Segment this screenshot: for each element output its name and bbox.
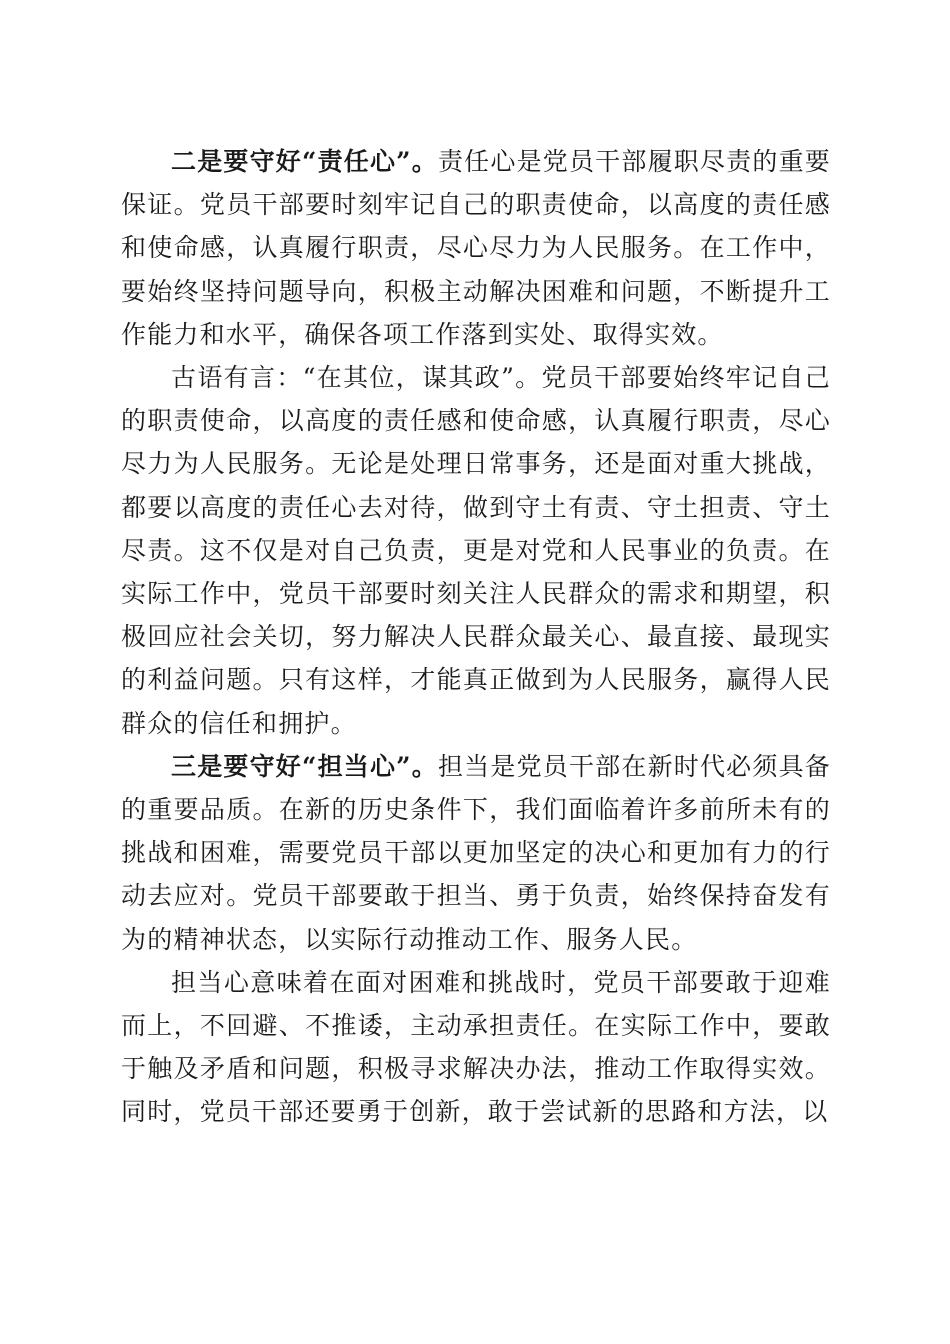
paragraph-commitment [121,745,831,961]
paragraph-responsibility [121,140,831,356]
paragraph-text: 责任心是党员干部履职尽责的重要保证。党员干部要时刻牢记自己的职责使命，以高度的责任感和使命感，认真履行职责，尽心尽力为人民服务。在工作中，要始终坚持问题导向，积极主动解决困难和问题，不断提升工作能力和水平，确保各项工作落到实处、取得实效。 [121,147,831,349]
paragraph-commitment-detail [121,961,831,1134]
paragraph-lead-heading: 三是要守好“担当心”。 [171,751,438,781]
paragraph-lead-heading: 二是要守好“责任心”。 [171,147,438,176]
paragraph-ancient-saying [121,356,831,745]
paragraph-text: 古语有言：“在其位，谋其政”。党员干部要始终牢记自己的职责使命，以高度的责任感和使命感，认真履行职责，尽心尽力为人民服务。无论是处理日常事务，还是面对重大挑战，都要以高度的责任心去对待，做到守土有责、守土担责、守土尽责。这不仅是对自己负责，更是对党和人民事业的负责。在实际工作中，党员干部要时刻关注人民群众的需求和期望，积极回应社会关切，努力解决人民群众最关心、最直接、最现实的利益问题。只有这样，才能真正做到为人民服务，赢得人民群众的信任和拥护。 [121,363,831,738]
paragraph-text: 担当心意味着在面对困难和挑战时，党员干部要敢于迎难而上，不回避、不推诿，主动承担责任。在实际工作中，要敢于触及矛盾和问题，积极寻求解决办法，推动工作取得实效。同时，党员干部还要勇于创新，敢于尝试新的思路和方法，以 [121,967,831,1127]
document-page [121,140,831,1134]
paragraph-text: 担当是党员干部在新时代必须具备的重要品质。在新的历史条件下，我们面临着许多前所未有的挑战和困难，需要党员干部以更加坚定的决心和更加有力的行动去应对。党员干部要敢于担当、勇于负责，始终保持奋发有为的精神状态，以实际行动推动工作、服务人民。 [121,751,831,954]
